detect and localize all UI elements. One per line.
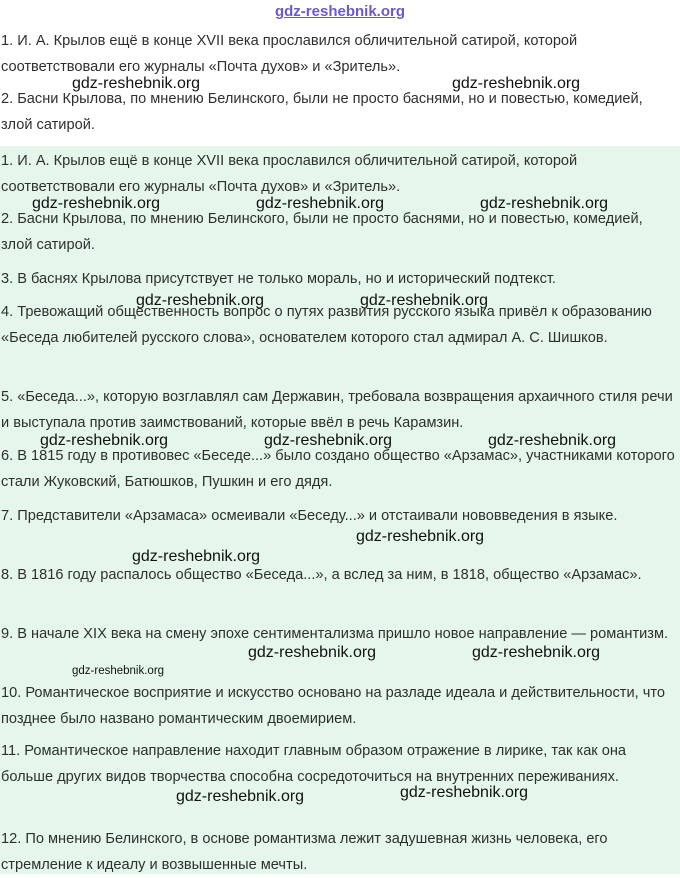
watermark-text: gdz-reshebnik.org bbox=[488, 432, 617, 449]
answer-11: 11. Романтическое направление находит главным образом отражение в лирике, так как она больше других видов творчества способна сосредоточиться на внутренних переживаниях. bbox=[1, 743, 627, 785]
site-header bbox=[0, 0, 680, 24]
watermark-text: gdz-reshebnik.org bbox=[40, 432, 169, 449]
answer-6: 6. В 1815 году в противовес «Беседе...» было создано общество «Арзамас», участниками которого стали Жуковский, Батюшков, Пушкин и его дядя. bbox=[1, 448, 675, 490]
watermark-text: gdz-reshebnik.org bbox=[400, 784, 529, 801]
watermark-text: gdz-reshebnik.org bbox=[176, 788, 305, 805]
watermark-text: gdz-reshebnik.org bbox=[136, 292, 265, 309]
watermark-text: gdz-reshebnik.org bbox=[264, 432, 393, 449]
answer-9: 9. В начале XIX века на смену эпохе сентиментализма пришло новое направление — романтизм. bbox=[1, 626, 669, 642]
answer-12: 12. По мнению Белинского, в основе романтизма лежит задушевная жизнь человека, его стремление к идеалу и возвышенные мечты. bbox=[1, 831, 608, 873]
watermark-text: gdz-reshebnik.org bbox=[32, 195, 161, 212]
answer-5: 5. «Беседа...», которую возглавлял сам Державин, требовала возвращения архаичного стиля речи и выступала против заимствований, которые ввёл в речь Карамзин. bbox=[1, 389, 673, 431]
watermark-text: gdz-reshebnik.org bbox=[480, 195, 609, 212]
watermark-text: gdz-reshebnik.org bbox=[248, 644, 377, 661]
answer-10: 10. Романтическое восприятие и искусство основано на разладе идеала и действительности, что позднее было названо романтическим двоемирием. bbox=[1, 685, 665, 727]
answer-3: 3. В баснях Крылова присутствует не только мораль, но и исторический подтекст. bbox=[1, 271, 556, 287]
site-link[interactable]: gdz-reshebnik.org bbox=[274, 3, 405, 20]
watermark-text: gdz-reshebnik.org bbox=[72, 75, 201, 92]
watermark-text: gdz-reshebnik.org bbox=[132, 548, 261, 565]
watermark-text: gdz-reshebnik.org bbox=[360, 292, 489, 309]
top-paragraph-2: 2. Басни Крылова, по мнению Белинского, были не просто баснями, но и повестью, комедией, злой сатирой. bbox=[1, 91, 643, 133]
watermark-text: gdz-reshebnik.org bbox=[472, 644, 601, 661]
watermark-text: gdz-reshebnik.org bbox=[356, 528, 485, 545]
watermark-text: gdz-reshebnik.org bbox=[72, 665, 165, 677]
answer-2: 2. Басни Крылова, по мнению Белинского, были не просто баснями, но и повестью, комедией, злой сатирой. bbox=[1, 211, 643, 253]
answer-4: 4. Тревожащий общественность вопрос о путях развития русского языка привёл к образованию «Беседа любителей русского слова», основателем которого стал адмирал А. С. Шишков. bbox=[1, 304, 652, 346]
answer-8: 8. В 1816 году распалось общество «Беседа...», а вслед за ним, в 1818, общество «Арзамас». bbox=[1, 567, 642, 583]
top-paragraph-1: 1. И. А. Крылов ещё в конце XVII века прославился обличительной сатирой, которой соответствовали его журналы «Почта духов» и «Зритель». bbox=[1, 33, 578, 75]
answer-1: 1. И. А. Крылов ещё в конце XVII века прославился обличительной сатирой, которой соответствовали его журналы «Почта духов» и «Зритель». bbox=[1, 153, 578, 195]
answer-7: 7. Представители «Арзамаса» осмеивали «Беседу...» и отстаивали нововведения в языке. bbox=[1, 508, 618, 524]
watermark-text: gdz-reshebnik.org bbox=[452, 75, 581, 92]
watermark-text: gdz-reshebnik.org bbox=[256, 195, 385, 212]
